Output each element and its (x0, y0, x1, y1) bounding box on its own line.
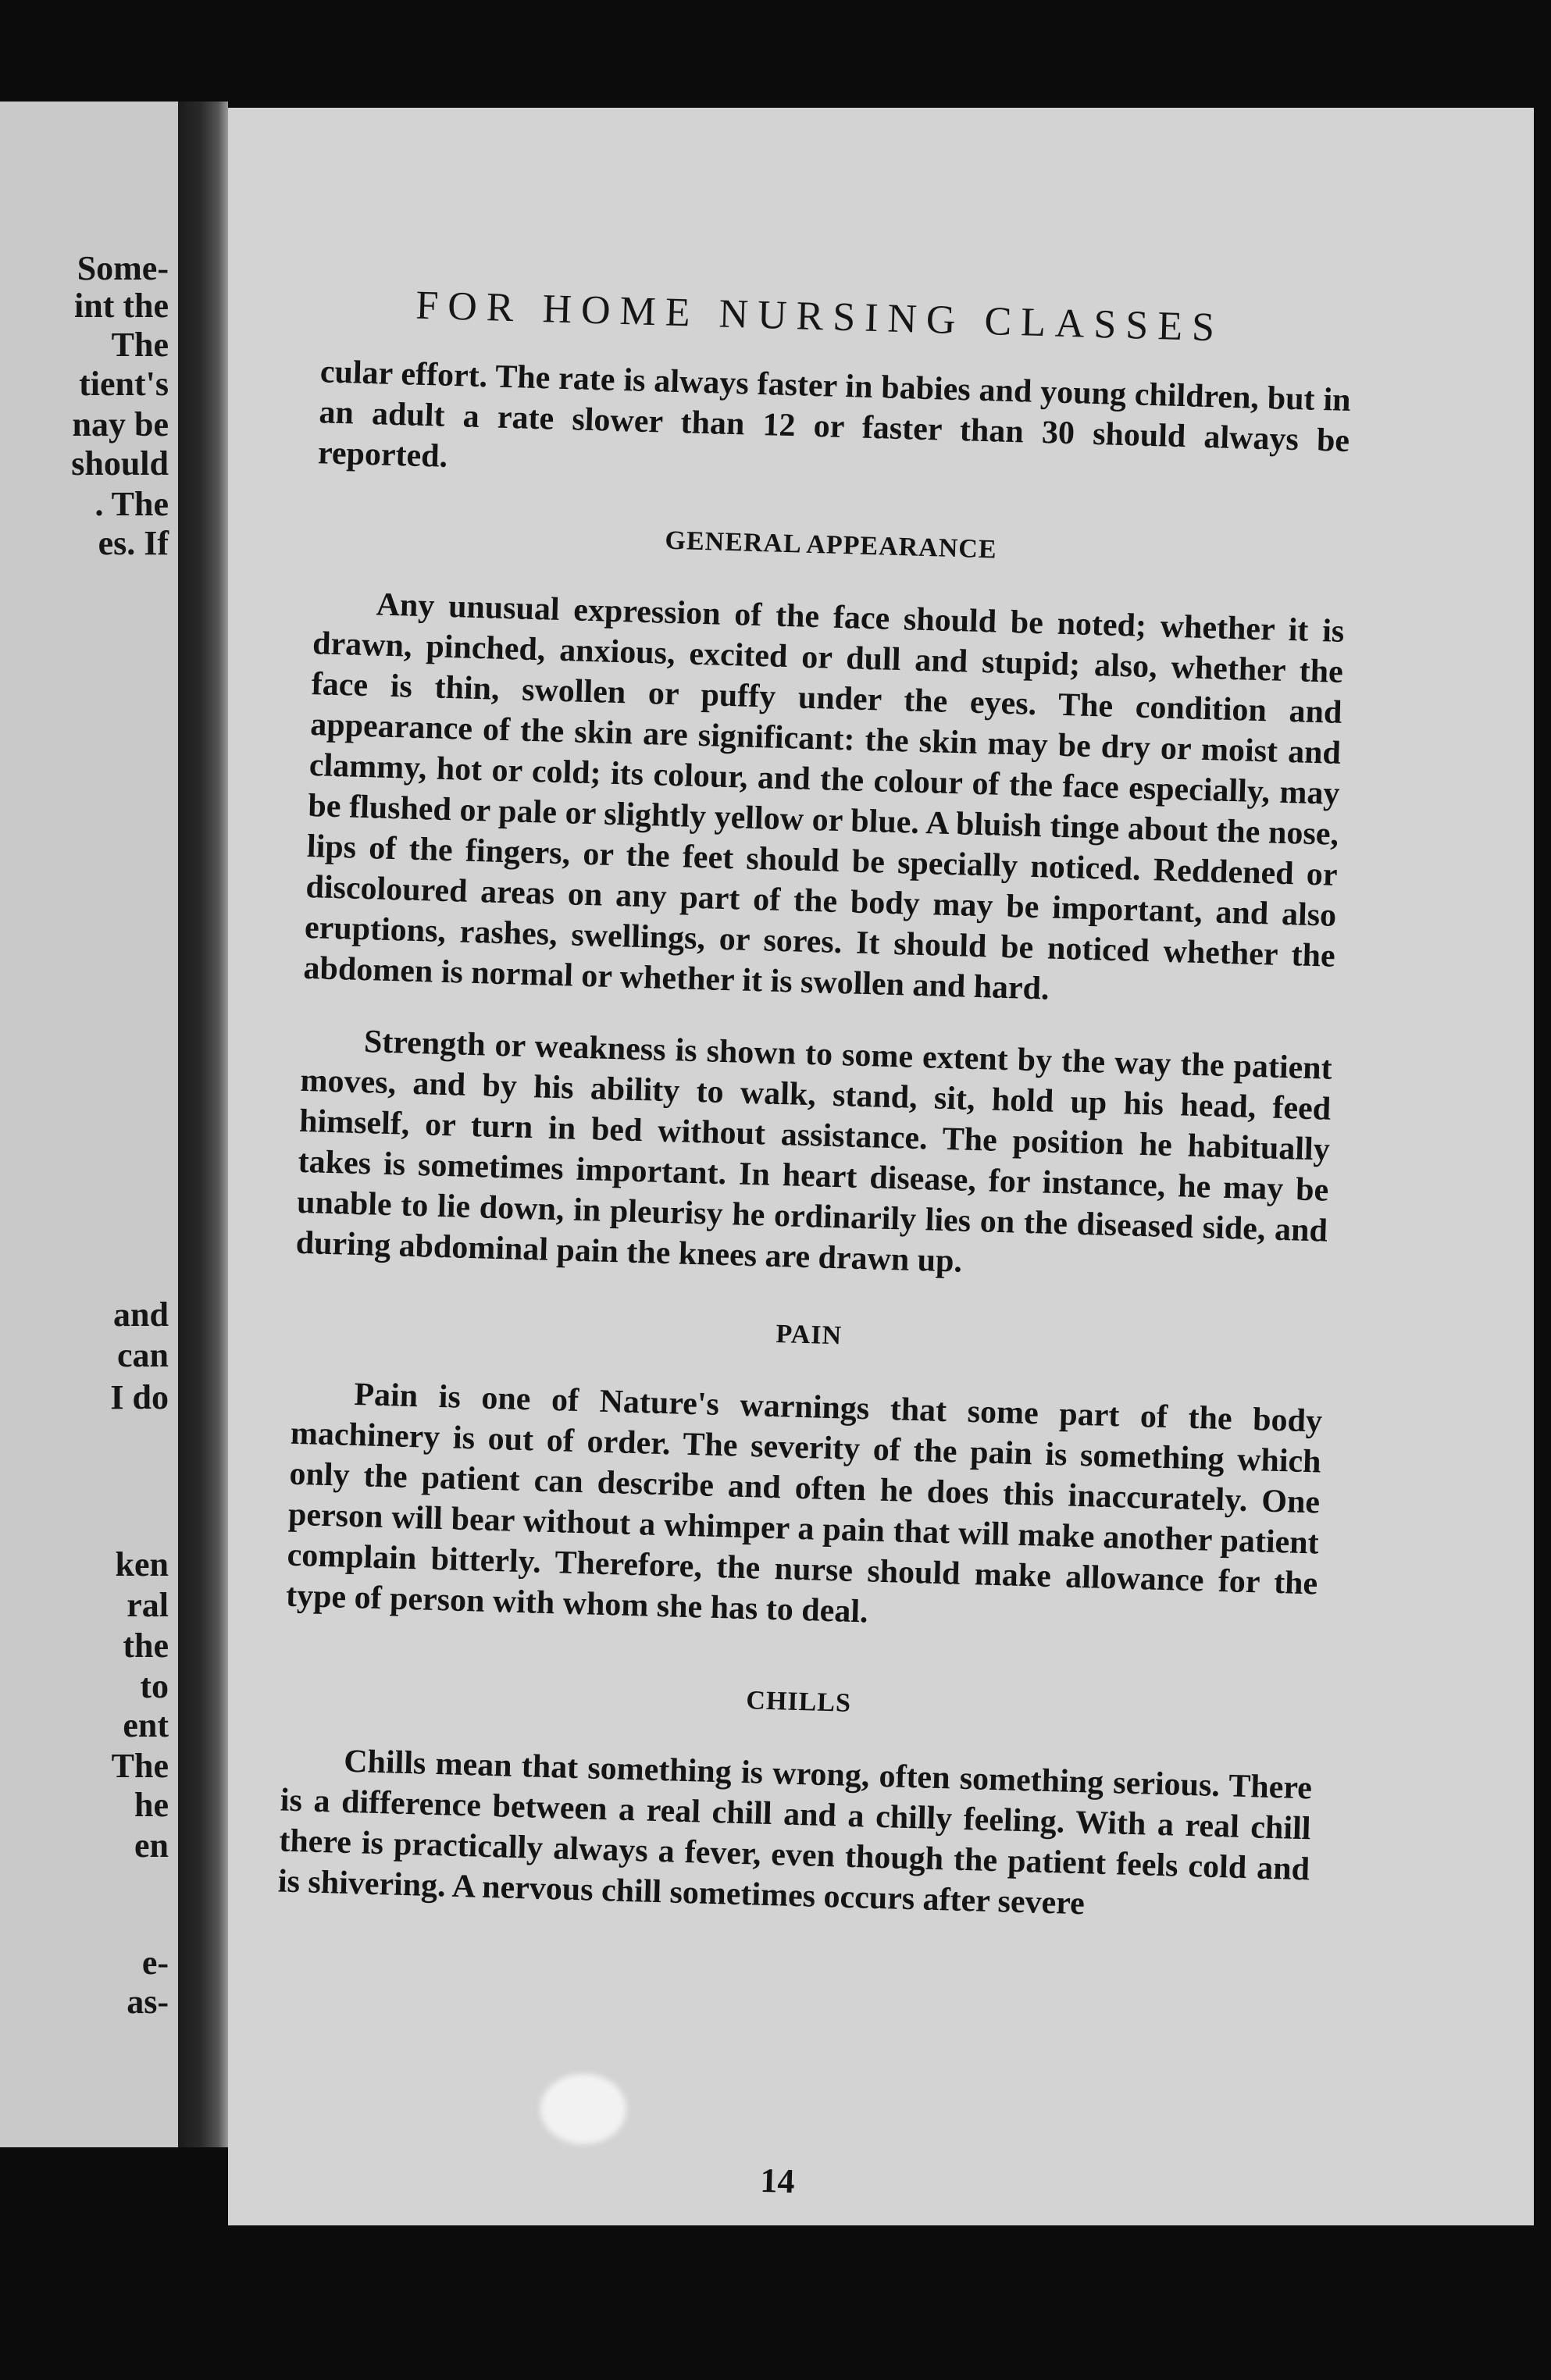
adjacent-page-fragment: The (111, 326, 169, 364)
scan-blot (540, 2074, 626, 2144)
adjacent-page-fragment: and (113, 1295, 169, 1334)
book-page (228, 108, 1534, 2225)
adjacent-page-fragment: int the (74, 287, 169, 325)
paragraph-pain: Pain is one of Nature's warnings that some part of the body machinery is out of order. The severity of the pain is something which only the patient can describe and often he does this inaccurately. One person will bear without a whimper a pain that will make another patient complain bitterly. Therefore, the nurse should make allowance for the type of person with whom she has to deal. (285, 1376, 1323, 1630)
book-gutter (178, 102, 228, 2147)
adjacent-page-fragment: tient's (79, 365, 169, 403)
adjacent-page-fragment: . The (94, 485, 169, 523)
adjacent-page-fragment: en (134, 1826, 169, 1865)
paragraph-continuation: cular effort. The rate is always faster in babies and young children, but in an adult a rate slower than 12 or faster than 30 should always be reported. (317, 354, 1352, 475)
heading-general-appearance: GENERAL APPEARANCE (665, 526, 998, 565)
paragraph-chills: Chills mean that something is wrong, often something serious. There is a difference between a real chill and a chilly feeling. With a real chill there is practically always a fever, even though the patient feels cold and is shivering. A nervous chill sometimes occurs after severe (277, 1743, 1313, 1922)
adjacent-page-fragment: nay be (72, 405, 169, 444)
body-text (277, 351, 1351, 1930)
adjacent-page-fragment: es. If (98, 524, 169, 562)
adjacent-page-fragment: I do (110, 1378, 169, 1416)
adjacent-page-fragment: as- (127, 1983, 169, 2021)
adjacent-page-fragment: Some- (77, 249, 169, 287)
adjacent-page-fragment: should (71, 444, 169, 483)
heading-chills: CHILLS (745, 1686, 852, 1718)
adjacent-page-fragment: can (117, 1336, 169, 1374)
adjacent-page-fragment: e- (141, 1944, 169, 1982)
page-content (261, 108, 1350, 2225)
adjacent-page-fragment: The (111, 1747, 169, 1785)
paragraph-strength-weakness: Strength or weakness is shown to some extent by the way the patient moves, and by his ability to walk, stand, sit, hold up his head, feed himself, or turn in bed without assistance. The position he habitually takes is sometimes important. In heart disease, for instance, he may be unable to lie down, in pleurisy he ordinarily lies on the diseased side, and during abdominal pain the knees are drawn up. (295, 1024, 1333, 1280)
adjacent-page-fragment: ent (123, 1706, 169, 1744)
adjacent-page-fragment: the (123, 1626, 169, 1665)
adjacent-page-fragment: ken (115, 1545, 169, 1584)
adjacent-page-fragment: to (140, 1667, 169, 1705)
running-head: FOR HOME NURSING CLASSES (415, 283, 1225, 351)
paragraph-general-appearance: Any unusual expression of the face should be noted; whether it is drawn, pinched, anxious, excited or dull and stupid; also, whether the face is thin, swollen or puffy under the eyes. The condition and appearance of the skin are significant: the skin may be dry or moist and clammy, hot or cold; its colour, and the colour of the face especially, may be flushed or pale or slightly yellow or blue. A bluish tinge about the nose, lips of the fingers, or the feet should be specially noticed. Reddened or discoloured areas on any part of the body may be important, and also eruptions, rashes, swellings, or sores. It should be noticed whether the abdomen is normal or whether it is swollen and hard. (303, 586, 1345, 1007)
adjacent-page-fragment: he (134, 1786, 169, 1824)
adjacent-page-fragment: ral (127, 1586, 169, 1624)
page-number: 14 (759, 2161, 796, 2201)
heading-pain: PAIN (776, 1320, 843, 1351)
adjacent-page-edge (0, 102, 178, 2147)
